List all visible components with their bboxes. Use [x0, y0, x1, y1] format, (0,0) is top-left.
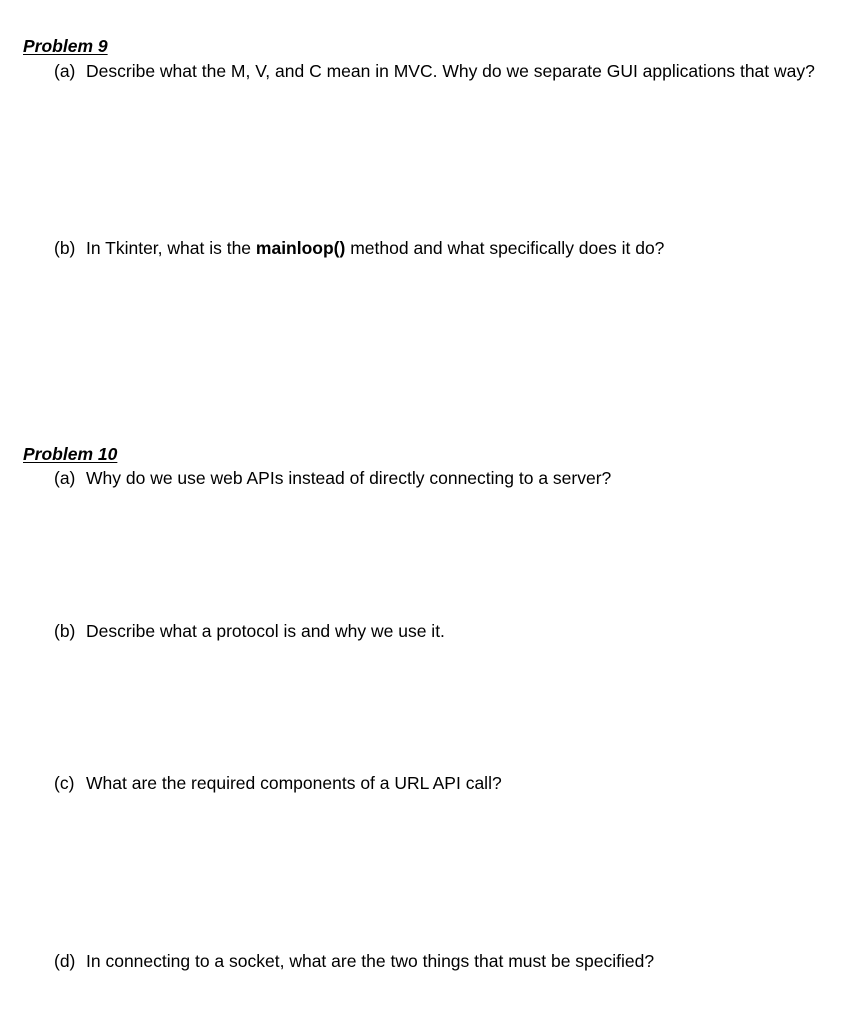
question-text: In connecting to a socket, what are the two things that must be specified?	[86, 951, 655, 971]
question-text-part: method and what specifically does it do?	[345, 238, 665, 258]
question-label: (c)	[54, 773, 75, 793]
question-label: (d)	[54, 951, 76, 971]
question-text-part: In Tkinter, what is the	[86, 238, 256, 258]
question-label: (b)	[54, 621, 76, 641]
problem-10-question-c	[54, 770, 834, 796]
question-label: (a)	[54, 468, 76, 488]
problem-10-heading: Problem 10	[23, 444, 118, 464]
problem-9-heading: Problem 9	[23, 36, 108, 56]
problem-10-question-d	[54, 948, 834, 974]
question-text: Describe what a protocol is and why we use it.	[86, 621, 445, 641]
question-label: (a)	[54, 61, 76, 81]
question-text: Why do we use web APIs instead of directly connecting to a server?	[86, 468, 612, 488]
problem-9-question-b	[54, 235, 834, 261]
question-label: (b)	[54, 238, 76, 258]
question-text	[54, 235, 834, 261]
question-text: What are the required components of a URL API call?	[86, 773, 502, 793]
problem-10-question-b	[54, 618, 834, 644]
question-text: Describe what the M, V, and C mean in MVC. Why do we separate GUI applications that way?	[86, 61, 815, 81]
problem-10-question-a	[54, 465, 834, 491]
problem-9-question-a	[54, 58, 834, 84]
mainloop-method-name: mainloop()	[255, 238, 346, 258]
